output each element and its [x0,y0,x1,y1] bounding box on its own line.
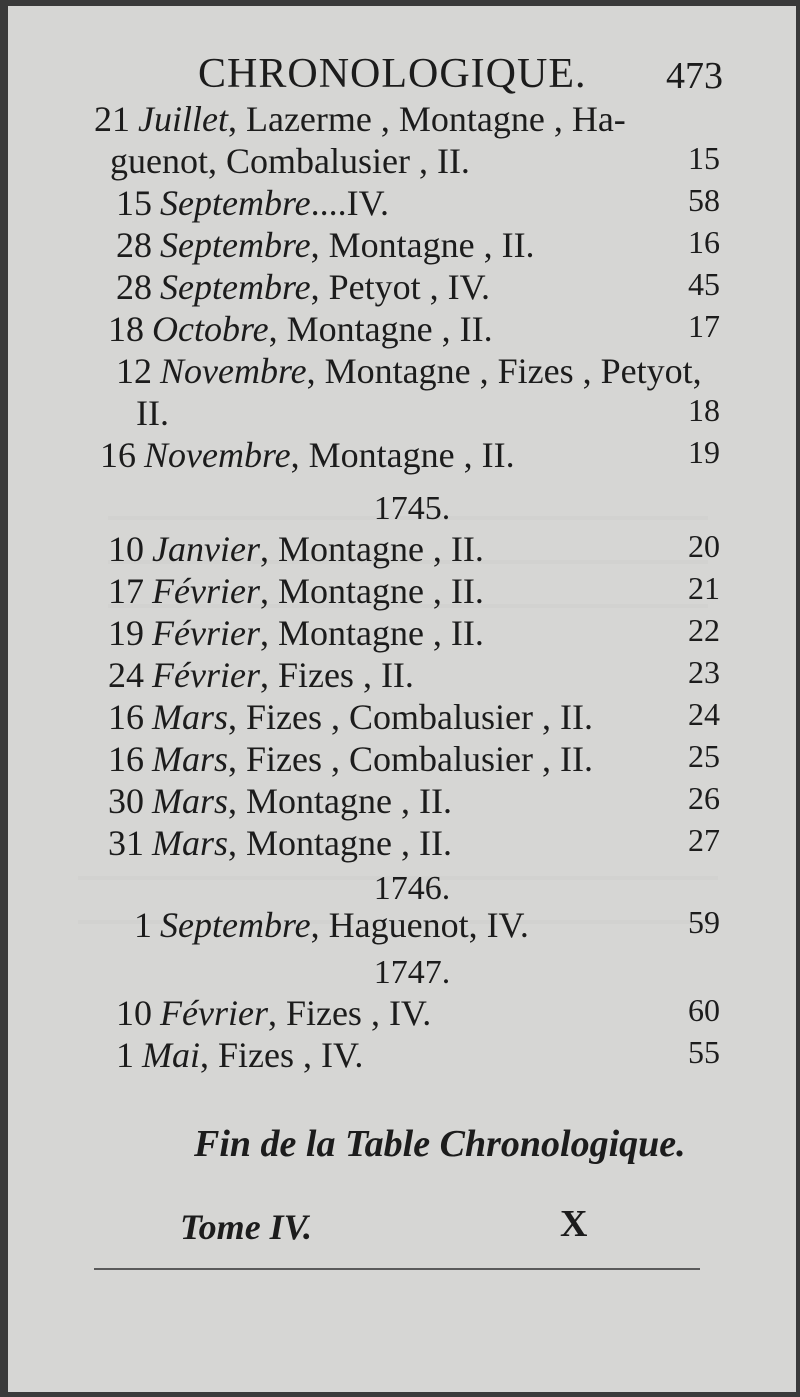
entry-day: 10 [108,529,144,569]
chronology-entry [8,528,796,570]
chronology-entry [8,738,796,780]
year-heading-1745: 1745. [373,490,451,527]
entry-day: 31 [108,823,144,863]
entry-page-ref: 59 [688,904,720,940]
entry-month: Novembre [144,435,291,475]
entry-month: Mars [152,823,229,863]
entry-details: , Petyot , IV. [310,267,490,307]
entry-text [108,654,414,696]
entry-page-ref: 58 [688,182,720,218]
entry-details: , Montagne , II. [228,823,452,863]
entry-text [108,696,593,738]
entry-details: , Montagne , II. [259,571,484,611]
entry-page-ref: 27 [688,822,720,858]
entry-text [116,224,535,266]
entry-text [94,98,626,140]
chronology-entry [8,350,796,392]
entry-day: 10 [116,993,152,1033]
entry-month: Janvier [152,529,260,569]
entry-page-ref: 45 [688,266,720,302]
entry-month: Février [152,571,260,611]
entry-day: 16 [108,697,144,737]
rule-line [94,1268,700,1270]
entry-details: , Montagne , II. [259,613,484,653]
entry-details: guenot, Combalusier , II. [110,141,470,181]
entry-details: II. [136,393,169,433]
book-page [8,6,796,1392]
entry-page-ref: 16 [688,224,720,260]
year-heading-1747: 1747. [373,954,451,991]
entry-details: , Haguenot, IV. [310,905,529,945]
chronology-entry [8,434,796,476]
entry-page-ref: 24 [688,696,720,732]
entry-text [108,528,484,570]
entry-month: Mars [152,697,229,737]
entry-text [116,182,389,224]
entry-day: 24 [108,655,144,695]
year-heading-1746: 1746. [373,870,451,907]
entry-text [108,738,593,780]
entry-month: Mars [152,781,229,821]
entry-text [108,308,493,350]
entry-page-ref: 60 [688,992,720,1028]
chronology-entry [8,612,796,654]
entry-month: Février [160,993,268,1033]
entry-day: 21 [94,99,130,139]
entry-page-ref: 55 [688,1034,720,1070]
entry-month: Octobre [152,309,269,349]
chronology-entry [8,1034,796,1076]
entry-month: Septembre [160,267,311,307]
entry-text [134,904,529,946]
entry-details: , Montagne , II. [290,435,515,475]
entry-page-ref: 18 [688,392,720,428]
entry-month: Mars [152,739,229,779]
entry-page-ref: 22 [688,612,720,648]
entry-month: Mai [142,1035,200,1075]
entry-day: 18 [108,309,144,349]
chronology-entry [8,822,796,864]
entry-day: 1 [116,1035,134,1075]
entry-details: , Fizes , IV. [200,1035,364,1075]
entry-text [136,392,169,434]
chronology-entry [8,696,796,738]
entry-month: Novembre [160,351,307,391]
chronology-entry [8,780,796,822]
end-of-table-line: Fin de la Table Chronologique. [194,1123,686,1165]
chronology-entry [8,224,796,266]
entry-text [108,570,484,612]
entry-details: , Lazerme , Montagne , Ha- [227,99,626,139]
entry-details: , Montagne , II. [310,225,535,265]
chronology-entry [8,992,796,1034]
entry-day: 1 [134,905,152,945]
entry-text [108,612,484,654]
chronology-entry [8,570,796,612]
entry-details: , Montagne , II. [259,529,484,569]
entry-day: 28 [116,267,152,307]
entry-month: Septembre [160,183,311,223]
signature-tome: Tome IV. [180,1207,313,1247]
entry-month: Septembre [160,225,311,265]
entry-day: 17 [108,571,144,611]
entry-day: 28 [116,225,152,265]
entry-details: , Fizes , II. [259,655,414,695]
entry-month: Février [152,655,260,695]
entry-month: Juillet [138,99,228,139]
entry-page-ref: 23 [688,654,720,690]
entry-page-ref: 15 [688,140,720,176]
entry-text [108,780,452,822]
entry-page-ref: 19 [688,434,720,470]
signature-mark: X [560,1203,588,1245]
entry-text [108,822,452,864]
entry-page-ref: 25 [688,738,720,774]
chronology-entry [8,98,796,140]
entry-day: 15 [116,183,152,223]
entry-text [116,266,490,308]
entry-details: , Fizes , Combalusier , II. [228,739,593,779]
page-number: 473 [666,55,723,97]
entry-text [116,1034,363,1076]
entry-text [110,140,470,182]
chronology-entry [8,904,796,946]
entry-details: , Montagne , Fizes , Petyot, [306,351,702,391]
entry-details: , Montagne , II. [268,309,493,349]
chronology-entry [8,182,796,224]
running-head-title: CHRONOLOGIQUE. [198,51,587,97]
entry-text [116,992,431,1034]
entry-month: Février [152,613,260,653]
chronology-entry [8,140,796,182]
entry-details: , Fizes , Combalusier , II. [228,697,593,737]
entry-details: , Fizes , IV. [267,993,432,1033]
entry-day: 16 [100,435,136,475]
entry-text [100,434,515,476]
entry-day: 12 [116,351,152,391]
entry-details: ....IV. [310,183,389,223]
chronology-entry [8,266,796,308]
chronology-entry [8,392,796,434]
entry-day: 16 [108,739,144,779]
entry-text [116,350,702,392]
chronology-entry [8,654,796,696]
entry-details: , Montagne , II. [228,781,452,821]
entry-day: 19 [108,613,144,653]
entry-month: Septembre [160,905,311,945]
entry-page-ref: 21 [688,570,720,606]
chronology-entry [8,308,796,350]
entry-page-ref: 20 [688,528,720,564]
entry-day: 30 [108,781,144,821]
entry-page-ref: 17 [688,308,720,344]
entry-page-ref: 26 [688,780,720,816]
